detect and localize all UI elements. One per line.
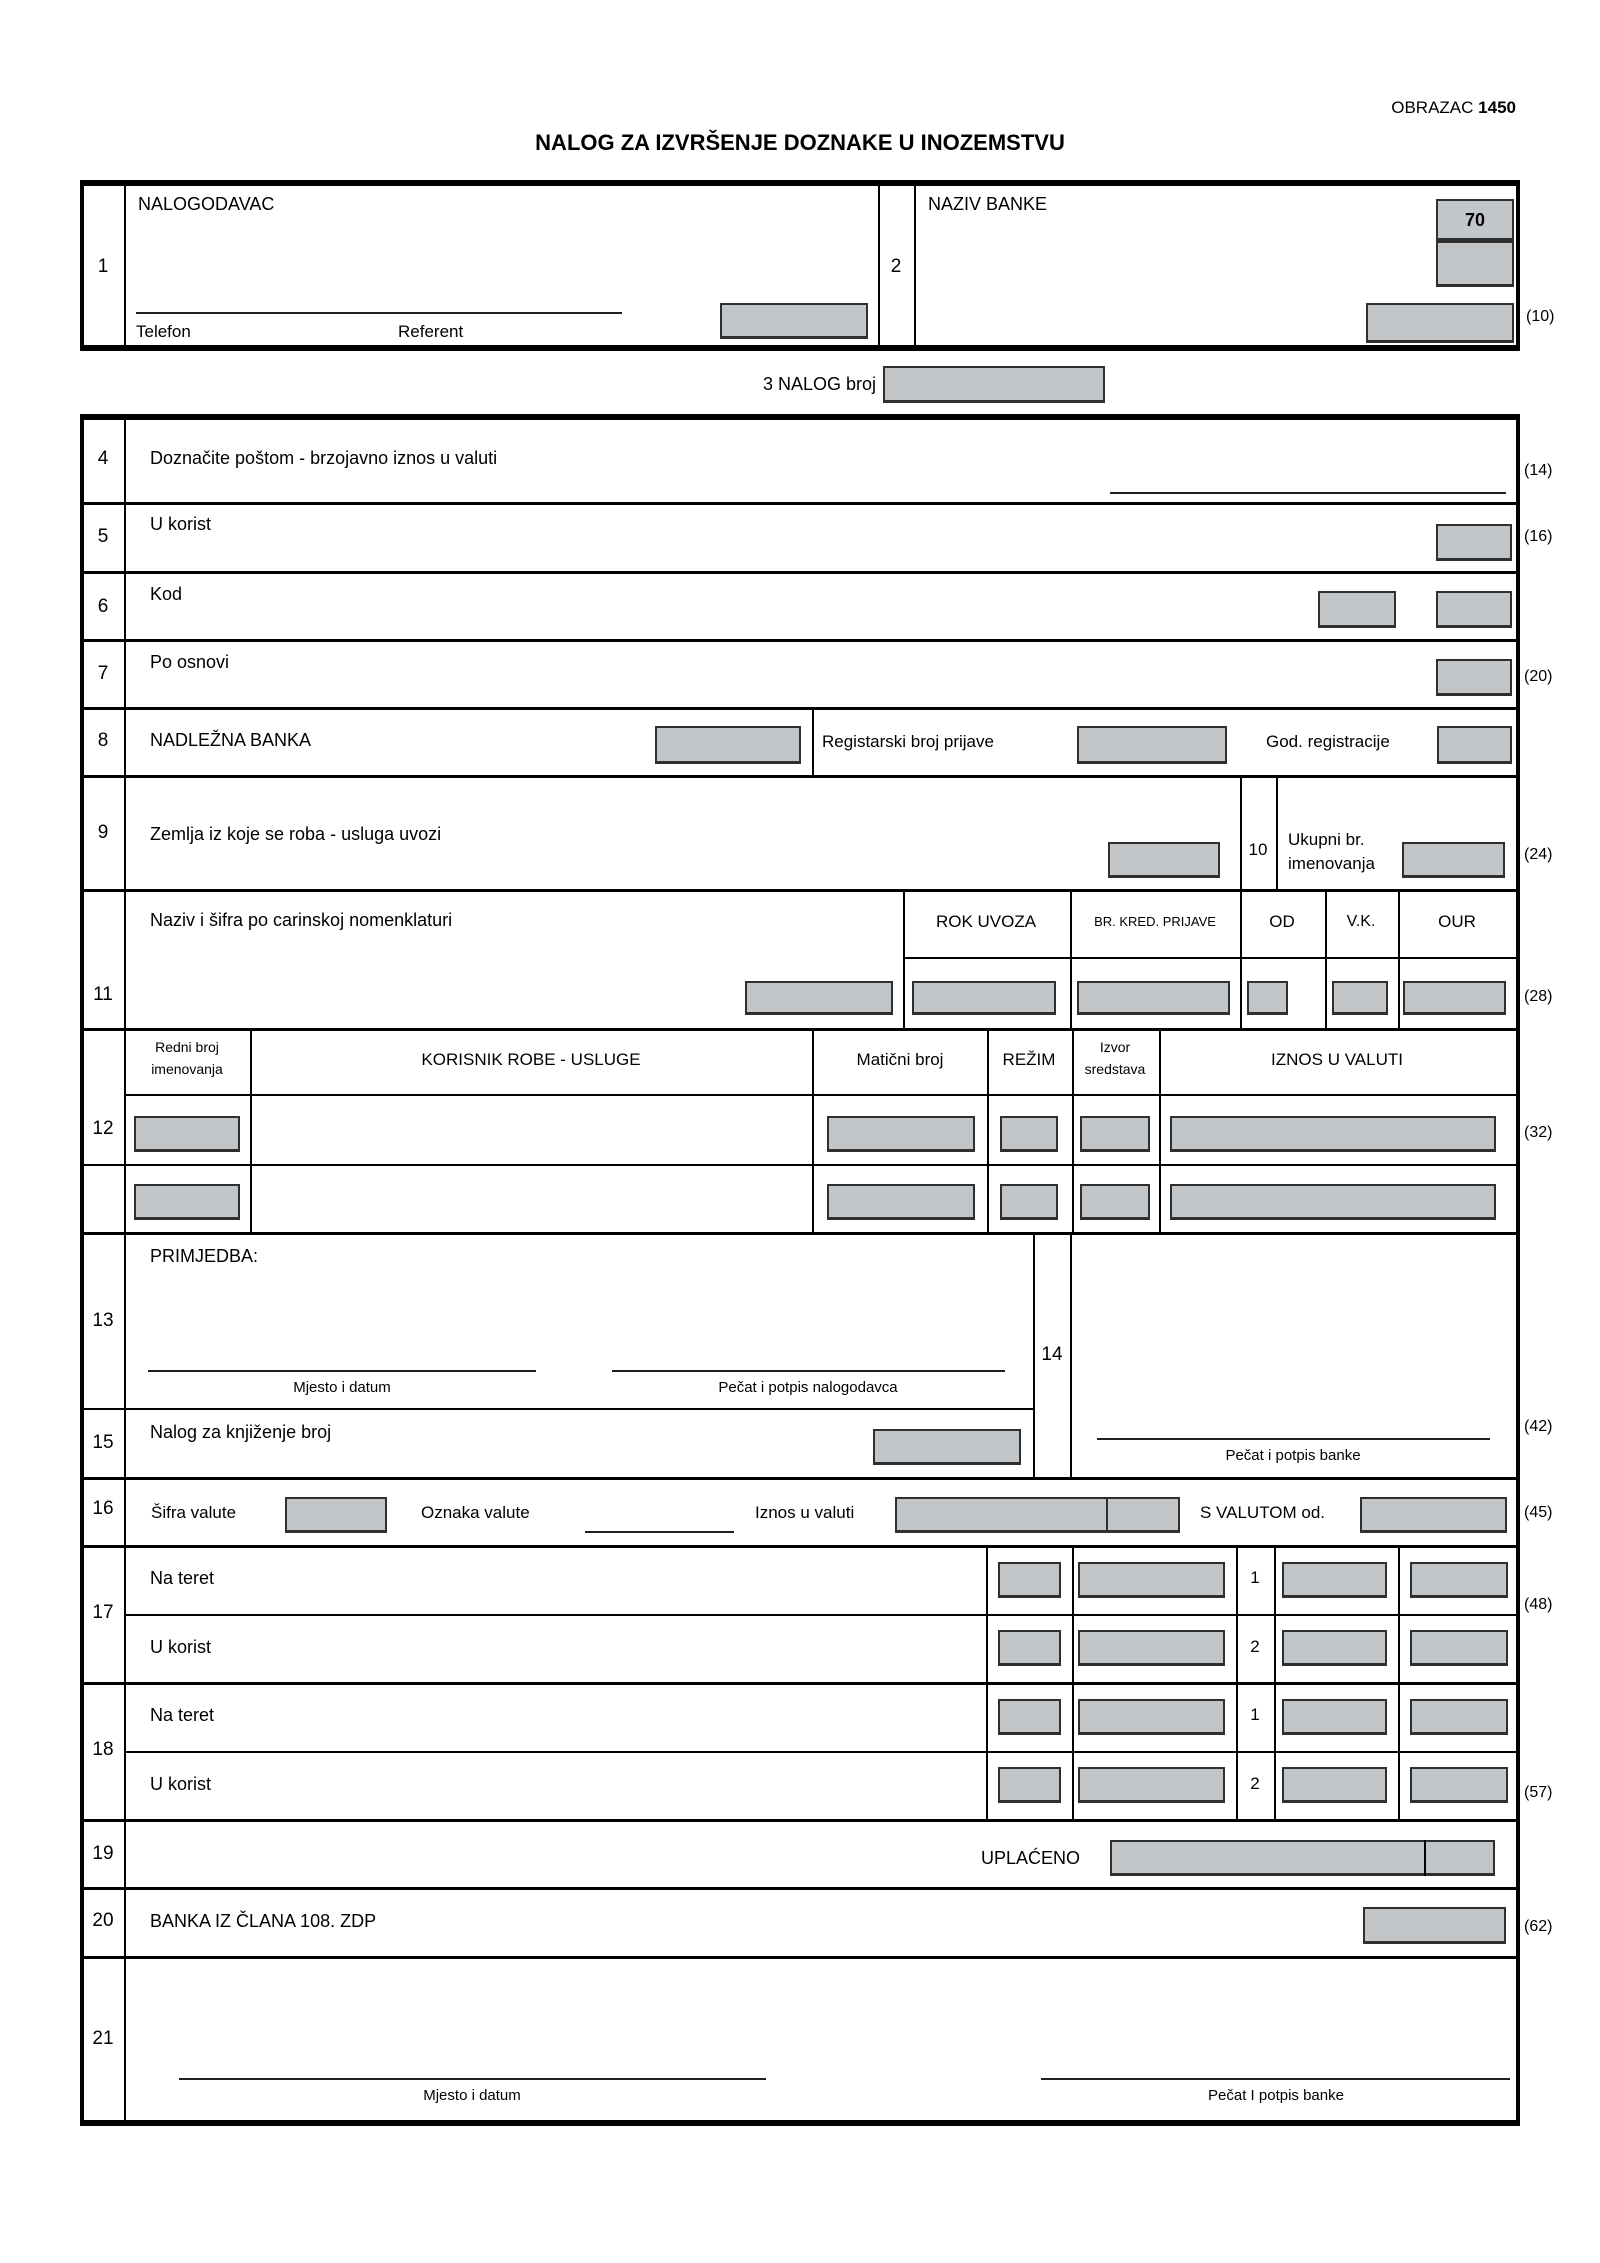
- row-number-20: 20: [92, 1910, 114, 1931]
- row-divider: [84, 1956, 1516, 1959]
- iznos-valuti-label: Iznos u valuti: [755, 1503, 855, 1522]
- row17a-field-2[interactable]: [1078, 1562, 1225, 1598]
- s-valutom-label: S VALUTOM od.: [1200, 1503, 1326, 1522]
- row-divider: [84, 1545, 1516, 1548]
- uplaceno-field-divider: [1424, 1840, 1426, 1876]
- row17b-field-3[interactable]: [1282, 1630, 1387, 1666]
- rezim-header: REŽIM: [1002, 1050, 1056, 1069]
- row18b-field-1[interactable]: [998, 1767, 1061, 1803]
- row-number-4: 4: [97, 448, 109, 469]
- column-header-divider: [903, 957, 1516, 959]
- ref-32: (32): [1524, 1124, 1553, 1141]
- rezim-field-row2[interactable]: [1000, 1184, 1058, 1220]
- column-line: [1398, 1545, 1400, 1819]
- nalogodavac-writein-line[interactable]: [136, 312, 622, 314]
- iznos-u-valuti-field-row2[interactable]: [1170, 1184, 1496, 1220]
- row17-u-korist-label: U korist: [150, 1637, 212, 1657]
- uplaceno-label: UPLAĆENO: [980, 1848, 1080, 1868]
- vk-field[interactable]: [1332, 981, 1388, 1015]
- primjedba-label: PRIMJEDBA:: [150, 1246, 259, 1266]
- row9-label: Zemlja iz koje se roba - usluga uvozi: [150, 824, 442, 844]
- row18b-field-4[interactable]: [1410, 1767, 1508, 1803]
- referent-label: Referent: [398, 322, 464, 341]
- page-title: NALOG ZA IZVRŠENJE DOZNAKE U INOZEMSTVU: [535, 130, 1065, 155]
- od-header: OD: [1269, 912, 1295, 931]
- row-divider: [84, 1477, 1516, 1480]
- row-number-5: 5: [97, 526, 109, 547]
- rok-uvoza-header: ROK UVOZA: [935, 912, 1037, 931]
- nomenklatura-field[interactable]: [745, 981, 893, 1015]
- column-line: [1240, 775, 1242, 889]
- row-number-1: 1: [97, 256, 109, 277]
- pecat-potpis-banke-line-2[interactable]: [1041, 2078, 1510, 2080]
- row7-label: Po osnovi: [150, 652, 230, 672]
- row11-label: Naziv i šifra po carinskoj nomenklaturi: [150, 910, 453, 930]
- oznaka-valute-label: Oznaka valute: [421, 1503, 530, 1522]
- ref-16: (16): [1524, 528, 1553, 545]
- row18a-index: 1: [1250, 1705, 1260, 1724]
- row-number-14: 14: [1041, 1344, 1063, 1365]
- row18-na-teret-label: Na teret: [150, 1705, 215, 1725]
- row18-u-korist-label: U korist: [150, 1774, 212, 1794]
- mjesto-datum-caption-2: Mjesto i datum: [423, 2087, 521, 2104]
- row17a-field-1[interactable]: [998, 1562, 1061, 1598]
- ref-24: (24): [1524, 846, 1553, 863]
- maticni-broj-header: Matični broj: [856, 1050, 944, 1069]
- mjesto-datum-line[interactable]: [148, 1370, 536, 1372]
- god-registracije-label: God. registracije: [1266, 732, 1390, 751]
- row18b-index: 2: [1250, 1774, 1260, 1793]
- row5-field[interactable]: [1436, 524, 1512, 561]
- izvor-sredstava-header-line1: Izvor: [1099, 1039, 1131, 1055]
- pecat-potpis-banke-caption: Pečat i potpis banke: [1225, 1447, 1361, 1464]
- rezim-field-row1[interactable]: [1000, 1116, 1058, 1152]
- row6-field-1[interactable]: [1318, 591, 1396, 628]
- row-number-11: 11: [93, 984, 113, 1005]
- column-line: [986, 1545, 988, 1819]
- column-line: [987, 1028, 989, 1232]
- row-divider-partial: [84, 1408, 1033, 1410]
- row-divider: [84, 1682, 1516, 1685]
- nalogodavac-field[interactable]: [720, 303, 868, 339]
- row-divider: [84, 775, 1516, 778]
- ref-42: (42): [1524, 1418, 1553, 1435]
- sifra-valute-field[interactable]: [285, 1497, 387, 1533]
- br-kred-prijave-field[interactable]: [1077, 981, 1230, 1015]
- uplaceno-field[interactable]: [1110, 1840, 1495, 1876]
- subrow-divider: [124, 1751, 1516, 1753]
- maticni-broj-field-row2[interactable]: [827, 1184, 975, 1220]
- row-divider: [84, 1028, 1516, 1031]
- row-divider: [84, 1232, 1516, 1235]
- zemlja-field[interactable]: [1108, 842, 1220, 878]
- pecat-potpis-nalogodavca-line[interactable]: [612, 1370, 1005, 1372]
- banka-clana-label: BANKA IZ ČLANA 108. ZDP: [150, 1911, 377, 1931]
- bank-code-field[interactable]: [1436, 241, 1514, 287]
- row-number-18: 18: [92, 1739, 114, 1760]
- row17a-field-3[interactable]: [1282, 1562, 1387, 1598]
- ukupni-br-field[interactable]: [1402, 842, 1505, 878]
- table-header-divider: [124, 1094, 1516, 1096]
- ref-14: (14): [1524, 462, 1553, 479]
- row-number-column-line: [124, 419, 126, 2120]
- our-field[interactable]: [1403, 981, 1506, 1015]
- row18a-field-1[interactable]: [998, 1699, 1061, 1735]
- row-divider: [84, 1819, 1516, 1822]
- row18a-field-4[interactable]: [1410, 1699, 1508, 1735]
- our-header: OUR: [1438, 912, 1476, 931]
- ref-45: (45): [1524, 1504, 1553, 1521]
- mjesto-datum-line-2[interactable]: [179, 2078, 766, 2080]
- izvor-sredstava-field-row1[interactable]: [1080, 1116, 1150, 1152]
- table-row-divider: [84, 1164, 1516, 1166]
- redni-broj-header-line2: imenovanja: [151, 1061, 223, 1077]
- row-number-21: 21: [92, 2028, 114, 2049]
- row7-field[interactable]: [1436, 659, 1512, 696]
- row-divider: [84, 707, 1516, 710]
- row4-amount-line[interactable]: [1110, 492, 1506, 494]
- pecat-potpis-banke-caption-2: Pečat I potpis banke: [1208, 2087, 1344, 2104]
- column-line: [1033, 1232, 1035, 1477]
- ref-57: (57): [1524, 1784, 1553, 1801]
- row4-label: Doznačite poštom - brzojavno iznos u valuti: [150, 448, 498, 468]
- bank-code-70-field[interactable]: 70: [1436, 199, 1514, 241]
- banka-clana-field[interactable]: [1363, 1907, 1506, 1944]
- form-code-number: 1450: [1478, 98, 1516, 117]
- row-number-13: 13: [92, 1310, 114, 1331]
- nalog-broj-label: 3 NALOG broj: [762, 374, 876, 394]
- iznos-u-valuti-header: IZNOS U VALUTI: [1271, 1050, 1403, 1069]
- row-number-15: 15: [92, 1432, 114, 1453]
- registarski-broj-label: Registarski broj prijave: [822, 732, 994, 751]
- vk-header: V.K.: [1346, 913, 1376, 930]
- iznos-valuti-field-2[interactable]: [1106, 1497, 1180, 1533]
- column-line: [1236, 1545, 1238, 1819]
- form-code: [1391, 98, 1516, 117]
- form-code-label: OBRAZAC: [1391, 98, 1474, 117]
- oznaka-valute-line[interactable]: [585, 1531, 734, 1533]
- izvor-sredstava-field-row2[interactable]: [1080, 1184, 1150, 1220]
- pecat-potpis-nalogodavca-caption: Pečat i potpis nalogodavca: [718, 1379, 898, 1396]
- row-divider: [84, 571, 1516, 574]
- rok-uvoza-field[interactable]: [912, 981, 1056, 1015]
- maticni-broj-field-row1[interactable]: [827, 1116, 975, 1152]
- column-line: [1276, 775, 1278, 889]
- ukupni-br-label-line2: imenovanja: [1288, 854, 1375, 873]
- column-line: [878, 186, 880, 345]
- ref-20: (20): [1524, 668, 1553, 685]
- iznos-u-valuti-field-row1[interactable]: [1170, 1116, 1496, 1152]
- column-line: [250, 1028, 252, 1232]
- column-line: [1159, 1028, 1161, 1232]
- ref-48: (48): [1524, 1596, 1553, 1613]
- s-valutom-field[interactable]: [1360, 1497, 1507, 1533]
- registarski-broj-field[interactable]: [1077, 726, 1227, 764]
- ref-62: (62): [1524, 1918, 1553, 1935]
- od-field[interactable]: [1247, 981, 1288, 1015]
- row-number-6: 6: [97, 596, 109, 617]
- ukupni-br-label-line1: Ukupni br.: [1288, 830, 1365, 849]
- nadlezna-banka-field[interactable]: [655, 726, 801, 764]
- column-line: [1072, 1028, 1074, 1232]
- row18b-field-2[interactable]: [1078, 1767, 1225, 1803]
- telefon-label: Telefon: [136, 322, 191, 341]
- korisnik-header: KORISNIK ROBE - USLUGE: [421, 1050, 641, 1069]
- row17b-field-2[interactable]: [1078, 1630, 1225, 1666]
- column-line: [1072, 1545, 1074, 1819]
- br-kred-prijave-header: BR. KRED. PRIJAVE: [1094, 914, 1216, 929]
- redni-broj-header-line1: Redni broj: [155, 1039, 219, 1055]
- row18a-field-3[interactable]: [1282, 1699, 1387, 1735]
- column-line: [1274, 1545, 1276, 1819]
- row-number-7: 7: [97, 663, 109, 684]
- nalog-knjizenje-label: Nalog za knjiženje broj: [150, 1422, 332, 1442]
- row18b-field-3[interactable]: [1282, 1767, 1387, 1803]
- row6-label: Kod: [150, 584, 183, 604]
- redni-broj-field-row1[interactable]: [134, 1116, 240, 1152]
- row-number-19: 19: [92, 1843, 114, 1864]
- row-number-16: 16: [92, 1498, 114, 1519]
- column-line: [812, 1028, 814, 1232]
- naziv-banke-field[interactable]: [1366, 303, 1514, 343]
- row6-field-2[interactable]: [1436, 591, 1512, 628]
- pecat-potpis-banke-line[interactable]: [1097, 1438, 1490, 1440]
- row-number-9: 9: [97, 822, 109, 843]
- row8-label: NADLEŽNA BANKA: [150, 730, 312, 750]
- row-number-2: 2: [890, 256, 902, 277]
- ref-28: (28): [1524, 988, 1553, 1005]
- row17b-field-1[interactable]: [998, 1630, 1061, 1666]
- row5-label: U korist: [150, 514, 212, 534]
- row-number-10: 10: [1248, 840, 1268, 859]
- mjesto-datum-caption: Mjesto i datum: [293, 1379, 391, 1396]
- row18a-field-2[interactable]: [1078, 1699, 1225, 1735]
- row17b-index: 2: [1250, 1637, 1260, 1656]
- god-registracije-field[interactable]: [1437, 726, 1512, 764]
- row17b-field-4[interactable]: [1410, 1630, 1508, 1666]
- row-divider: [84, 502, 1516, 505]
- nalog-broj-field[interactable]: [883, 366, 1105, 403]
- nalogodavac-label: NALOGODAVAC: [138, 194, 275, 214]
- subrow-divider: [124, 1614, 1516, 1616]
- column-line: [1070, 1232, 1072, 1477]
- row-number-12: 12: [92, 1118, 114, 1139]
- row17a-index: 1: [1250, 1568, 1260, 1587]
- row-divider: [84, 639, 1516, 642]
- redni-broj-field-row2[interactable]: [134, 1184, 240, 1220]
- naziv-banke-label: NAZIV BANKE: [928, 194, 1048, 214]
- row17a-field-4[interactable]: [1410, 1562, 1508, 1598]
- column-line: [812, 707, 814, 775]
- sifra-valute-label: Šifra valute: [151, 1503, 237, 1522]
- row-divider: [84, 889, 1516, 892]
- column-line: [914, 186, 916, 345]
- column-line: [124, 186, 126, 345]
- row-divider: [84, 1887, 1516, 1890]
- iznos-valuti-field[interactable]: [895, 1497, 1108, 1533]
- row-number-17: 17: [92, 1602, 114, 1623]
- izvor-sredstava-header-line2: sredstava: [1084, 1061, 1146, 1077]
- nalog-knjizenje-field[interactable]: [873, 1429, 1021, 1465]
- row17-na-teret-label: Na teret: [150, 1568, 215, 1588]
- row-number-8: 8: [97, 730, 109, 751]
- ref-10: (10): [1526, 308, 1555, 325]
